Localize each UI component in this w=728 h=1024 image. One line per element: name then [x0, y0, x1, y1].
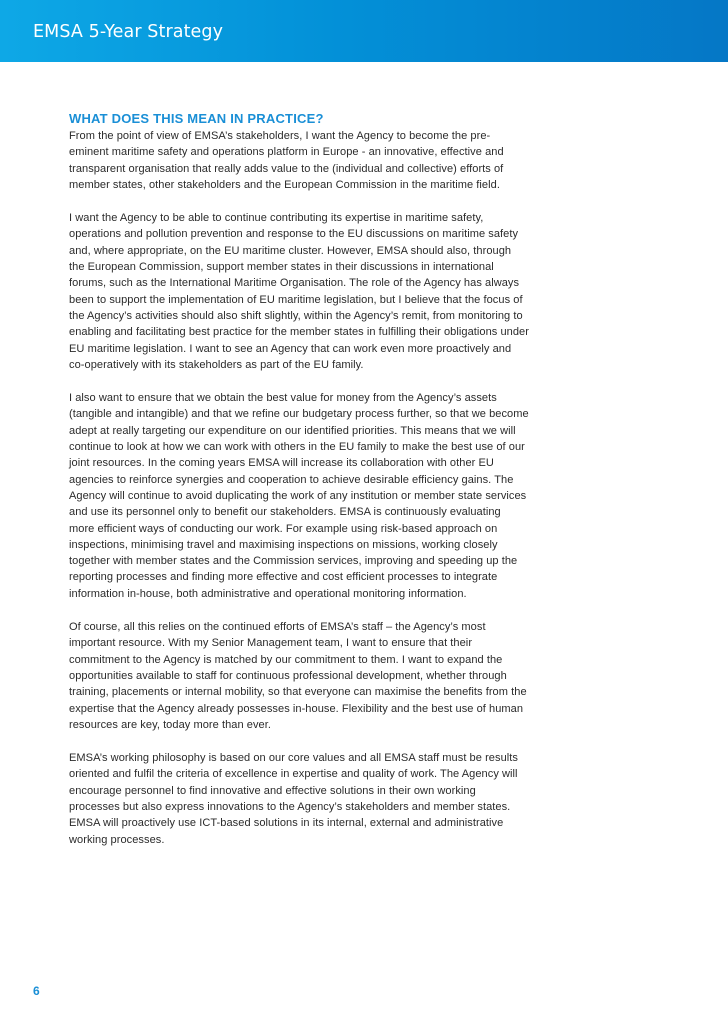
paragraph-stakeholders-view: From the point of view of EMSA’s stakeholders, I want the Agency to become the pre-eminent maritime safety and operations platform in Europe - an innovative, effective and transparent organisation that really adds value to the (individual and collective) efforts of member states, other stakeholders and the European Commission in the maritime field. [69, 130, 504, 191]
main-content [69, 111, 529, 865]
paragraph-staff: Of course, all this relies on the continued efforts of EMSA’s staff – the Agency’s most important resource. With my Senior Management team, I want to ensure that their commitment to the Agency is matched by our commitment to them. I want to expand the opportunities available to staff for continuous professional development, whether through training, placements or internal mobility, so that everyone can maximise the benefits from the expertise that the Agency already possesses in-house. Flexibility and the best use of human resources are key, today more than ever. [69, 621, 527, 731]
paragraph-expertise: I want the Agency to be able to continue contributing its expertise in maritime safety, operations and pollution prevention and response to the EU discussions on maritime safety and, where appropriate, on the EU maritime cluster. However, EMSA should also, through the European Commission, support member states in their discussions in international forums, such as the International Maritime Organisation. The role of the Agency has always been to support the implementation of EU maritime legislation, but I believe that the focus of the Agency’s activities should also shift slightly, within the Agency’s remit, from monitoring to enabling and facilitating best practice for the member states in fulfilling their obligations under EU maritime legislation. I want to see an Agency that can work even more proactively and co-operatively with its stakeholders as part of the EU family. [69, 212, 529, 371]
paragraph-value-for-money: I also want to ensure that we obtain the best value for money from the Agency’s assets (tangible and intangible) and that we refine our budgetary process further, so that we become adept at really targeting our expenditure on our identified priorities. This means that we will continue to look at how we can work with others in the EU family to make the best use of our joint resources. In the coming years EMSA will increase its collaboration with other EU agencies to reinforce synergies and cooperation to achieve desirable efficiency gains. The Agency will continue to avoid duplicating the work of any institution or member state services and use its personnel only to benefit our stakeholders. EMSA is continuously evaluating more efficient ways of conducting our work. For example using risk-based approach on inspections, minimising travel and maximising inspections on missions, working closely together with member states and the Commission services, improving and speeding up the reporting processes and finding more effective and cost efficient processes to integrate information in-house, both administrative and operational monitoring information. [69, 392, 529, 600]
header-title: EMSA 5-Year Strategy [33, 22, 224, 42]
section-heading: WHAT DOES THIS MEAN IN PRACTICE? [69, 111, 324, 126]
paragraph-working-philosophy: EMSA’s working philosophy is based on our core values and all EMSA staff must be results oriented and fulfil the criteria of excellence in expertise and quality of work. The Agency will encourage personnel to find innovative and effective solutions in their own working processes but also express innovations to the Agency’s stakeholders and member states. EMSA will proactively use ICT-based solutions in its internal, external and administrative working processes. [69, 752, 518, 846]
header-bar [0, 0, 728, 62]
page-number: 6 [33, 984, 40, 998]
